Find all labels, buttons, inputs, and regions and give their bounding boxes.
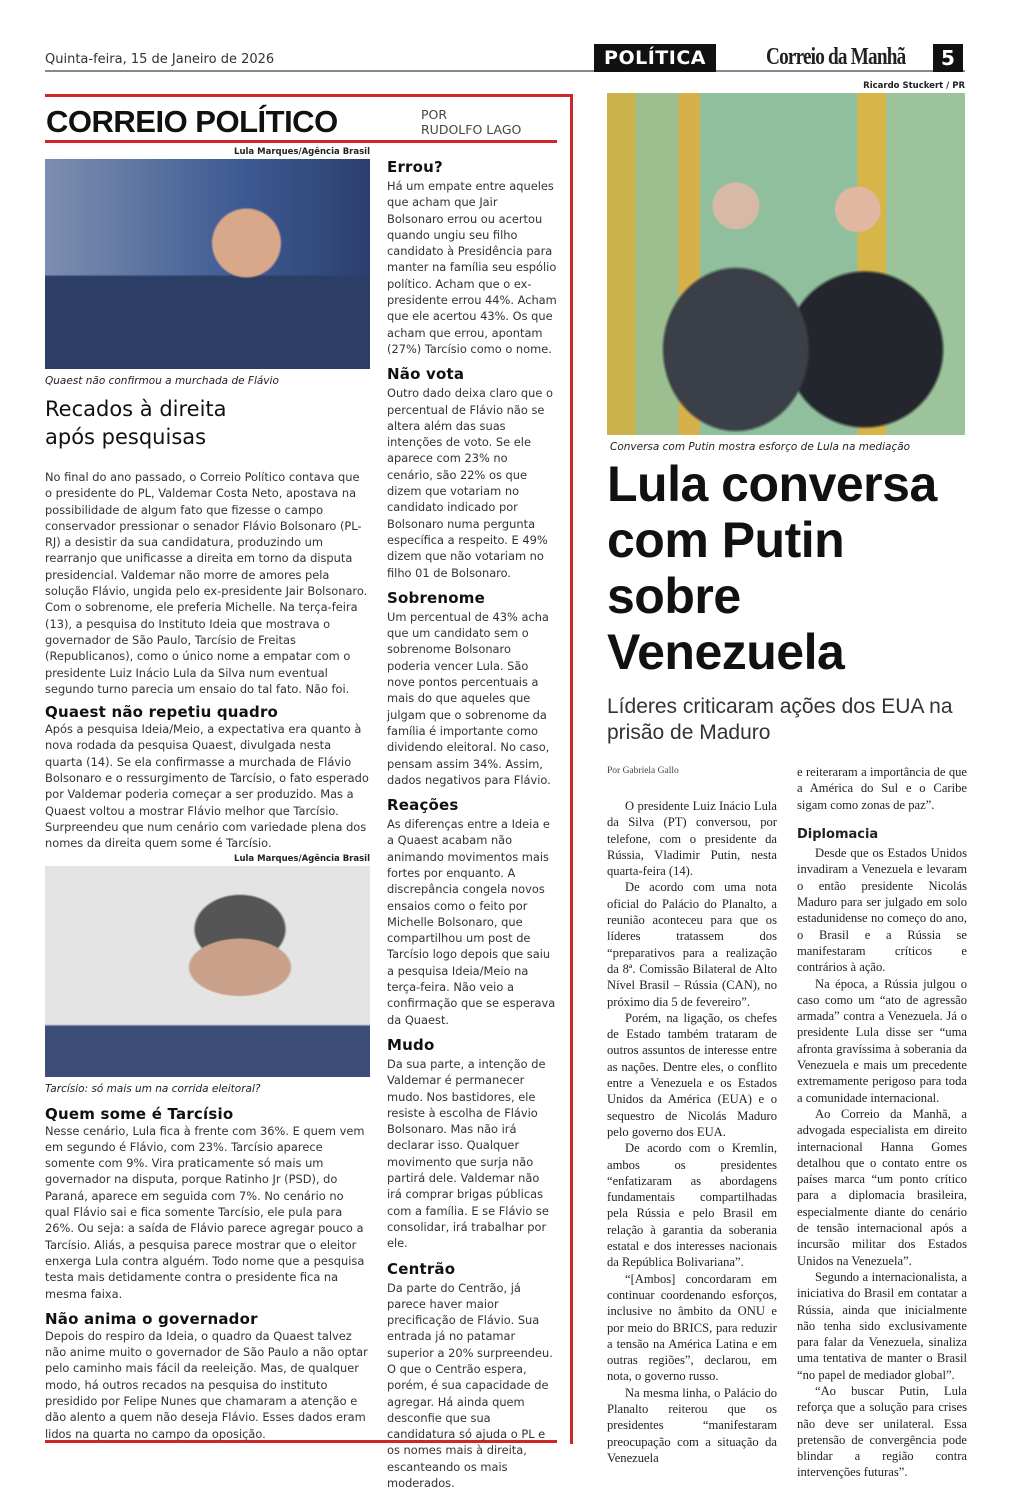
paragraph: Na época, a Rússia julgou o caso como um “ato de agressão armada” contra a Venezuela. Já o presidente Lula disse ser “uma afronta gravíssima à soberania da Venezuela e mais um precedente extremamente perigoso para toda a comunidade internacional.: [797, 976, 967, 1105]
article-column-1: [607, 764, 777, 1481]
note-title: Mudo: [387, 1035, 435, 1054]
paragraph: Nesse cenário, Lula fica à frente com 36%. E quem vem em segundo é Flávio, com 23%. Tarcísio aparece somente com 9%. Vira praticamente só mais um governador na disputa, porque Ratinho Jr (PSD), do Paraná, aparece em seguida com 7%. No cenário no qual Flávio sai e fica somente Tarcísio, ele pula para 26%. Ou seja: a saída de Flávio parece agregar pouco a Tarcísio. Aliás, a pesquisa parece mostrar que o eleitor enxerga Lula contra alguém. Todo nome que a pesquisa testa mais detidamente contra o presidente fica na mesma faixa.: [45, 1123, 365, 1301]
article-body: [607, 764, 967, 1481]
note-text: Outro dado deixa claro que o percentual de Flávio não se altera além das suas intenções de voto. Se ele aparece com 23% no cenário, são 22% os que dizem que votariam no candidato indicado por Bolsonaro numa pergunta específica a respeito. E 49% dizem que não votariam no filho 01 de Bolsonaro.: [387, 386, 553, 580]
author-prefix: POR: [421, 107, 448, 122]
article-subhead: Líderes criticaram ações dos EUA na prisão de Maduro: [607, 695, 953, 744]
byline: Por Gabriela Gallo: [607, 766, 679, 776]
article-headline: Lula conversa com Putin sobre Venezuela: [607, 456, 937, 680]
paragraph: “Ao buscar Putin, Lula reforça que a solução para crises não deve ser unilateral. Essa pretensão de convergência pode blindar a região contra intervenções futuras”.: [797, 1383, 967, 1480]
column-border-right: [570, 94, 573, 1444]
article: [607, 456, 967, 1481]
paragraph: De acordo com uma nota oficial do Palácio do Planalto, a reunião aconteceu para que os líderes tratassem dos “preparativos para a realização da 8ª. Comissão Bilateral de Alto Nível Brasil – Rússia (CAN), no próximo dia 5 de fevereiro”.: [607, 880, 777, 1009]
newspaper-logo: Correio da Manhã: [766, 44, 906, 70]
note-text: As diferenças entre a Ideia e a Quaest acabam não animando movimentos mais fortes por enquanto. A discrepância congela novos ensaios como o feito por Michelle Bolsonaro, que compartilhou um post de Tarcísio logo depois que saiu a pesquisa Ideia/Meio na terça-feira. Não veio a confirmação que se esperava da Quaest.: [387, 817, 556, 1027]
note: [387, 365, 557, 581]
paragraph: Desde que os Estados Unidos invadiram a Venezuela e levaram o então presidente Nicolás Maduro para ser julgado em solo estadunidense no começo do ano, o Brasil e a Rússia se manifestaram críticos e contrários à ação.: [797, 846, 967, 975]
subheading: Não anima o governador: [45, 1309, 258, 1328]
column-title-underline: [45, 140, 557, 143]
note: [387, 589, 557, 788]
photo-caption: Tarcísio: só mais um na corrida eleitoral?: [45, 1082, 261, 1095]
article-subheading: Diplomacia: [797, 826, 879, 842]
page-number: 5: [933, 44, 963, 72]
column-title: CORREIO POLÍTICO: [46, 104, 338, 139]
photo-tarcisio: [45, 866, 370, 1077]
subheading: Quaest não repetiu quadro: [45, 703, 279, 722]
column-border-top: [45, 94, 572, 97]
paragraph: Segundo a internacionalista, a iniciativa do Brasil em contatar a Rússia, ainda que inicialmente não tenha sido exclusivamente para falar da Venezuela, sinaliza uma tentativa de manter o Brasil “no papel de mediador global”.: [797, 1269, 967, 1382]
section-label: POLÍTICA: [594, 44, 716, 72]
note: [387, 158, 557, 357]
article-column-2: [797, 764, 967, 1481]
note-title: Errou?: [387, 158, 443, 176]
note: [387, 1036, 557, 1252]
note-title: Sobrenome: [387, 588, 486, 607]
paragraph: De acordo com o Kremlin, ambos os presidentes “enfatizaram as abordagens fundamentais compartilhadas pela Rússia e pelo Brasil em relação à garantia da soberania estatal e dos interesses nacionais da República Bolivariana”.: [607, 1141, 777, 1270]
paragraph: O presidente Luiz Inácio Lula da Silva (PT) conversou, por telefone, com o presidente da Rússia, Vladimir Putin, nesta quarta-feira (14).: [607, 799, 777, 879]
column-author: [421, 107, 521, 137]
photo-caption: Quaest não confirmou a murchada de Flávio: [45, 375, 279, 387]
note-title: Centrão: [387, 1259, 456, 1278]
photo-caption: Conversa com Putin mostra esforço de Lula na mediação: [610, 441, 911, 453]
paragraph: Depois do respiro da Ideia, o quadro da Quaest talvez não anime muito o governador de São Paulo a não optar pelo caminho mais fácil da reeleição. Mas, de qualquer modo, há outros recados na pesquisa do instituto presidido por Felipe Nunes que chamaram a atenção e dão alento a quem não deseja Flávio. Esses dados eram lidos na quarta no campo da oposição.: [45, 1328, 368, 1441]
lead-paragraph: No final do ano passado, o Correio Político contava que o presidente do PL, Valdemar Costa Neto, apostava na possibilidade de algum fato que fizesse o campo conservador pressionar o senador Flávio Bolsonaro (PL-RJ) a desistir da sua candidatura, produzindo um rearranjo que unificasse a direita em torno da disputa presidencial. Valdemar não morre de amores pela solução Flávio, ungida pelo ex-presidente Jair Bolsonaro. Com o sobrenome, ele preferia Michelle. Na terça-feira (13), a pesquisa do Instituto Ideia que mostrava o governador de São Paulo, Tarcísio de Freitas (Republicanos), como o único nome a empatar com o presidente Luiz Inácio Lula da Silva num eventual segundo turno parecia um ensaio do tal fato. Não foi.: [45, 470, 368, 696]
paragraph: Porém, na ligação, os chefes de Estado também trataram de outros assuntos de interesse entre as nações. Dentre eles, o conflito entre a Venezuela e os Estados Unidos da América (EUA) e o sequestro de Nicolás Maduro pelo governo dos EUA.: [607, 1010, 777, 1139]
photo-credit: Lula Marques/Agência Brasil: [234, 147, 370, 157]
photo-credit: Lula Marques/Agência Brasil: [234, 853, 370, 864]
note-text: Da parte do Centrão, já parece haver maior precificação de Flávio. Sua entrada já no patamar superior a 20% surpreendeu. O que o Centrão espera, porém, é sua capacidade de agregar. Há ainda quem desconfie que sua candidatura só ajuda o PL e os nomes mais à direita, escanteando os mais moderados.: [387, 1280, 553, 1491]
note-text: Há um empate entre aqueles que acham que Jair Bolsonaro errou ou acertou quando ungiu seu filho candidato à Presidência para manter na família seu espólio político. Acham que o ex-presidente errou 44%. Acham que ele acertou 43%. Os que acham que errou, apontam (27%) Tarcísio como o nome.: [387, 179, 557, 356]
note-title: Não vota: [387, 365, 465, 384]
subheading: Quem some é Tarcísio: [45, 1104, 234, 1123]
note: [387, 1260, 557, 1491]
photo-flavio: [45, 159, 370, 369]
paragraph: Na mesma linha, o Palácio do Planalto reiterou que os presidentes “manifestaram preocupação com a situação da Venezuela: [607, 1385, 777, 1465]
note-title: Reações: [387, 796, 459, 815]
column-headline: Recados à direita após pesquisas: [45, 397, 227, 449]
photo-credit: Ricardo Stuckert / PR: [863, 81, 965, 91]
author-name: RUDOLFO LAGO: [421, 122, 522, 137]
photo-lula-putin: [607, 93, 965, 435]
note-text: Um percentual de 43% acha que um candidato sem o sobrenome Bolsonaro poderia vencer Lula. São nove pontos percentuais a mais do que aqueles que julgam que o sobrenome da família é importante como dividendo eleitoral. No caso, pensam assim 34%. Assim, dados negativos para Flávio.: [387, 609, 551, 787]
left-column: [45, 147, 370, 1442]
paragraph: “[Ambos] concordaram em continuar coordenando esforços, inclusive no âmbito da ONU e por meio do BRICS, para reduzir a tensão na América Latina e em outras regiões”, declarou, em nota, o governo russo.: [607, 1271, 777, 1384]
note: [387, 796, 557, 1028]
note-text: Da sua parte, a intenção de Valdemar é permanecer mudo. Nos bastidores, ele resiste à escolha de Flávio Bolsonaro. Mas não irá declarar isso. Qualquer movimento que surja não partirá dele. Valdemar não irá comprar brigas públicas com a família. E se Flávio se consolidar, irá trabalhar por ele.: [387, 1056, 549, 1251]
paragraph: Após a pesquisa Ideia/Meio, a expectativa era quanto à nova rodada da pesquisa Quaest, divulgada nesta quarta (14). Se ela confirmasse a murchada de Flávio Bolsonaro e o ressurgimento de Tarcísio, o fato esperado por Valdemar poderia começar a ser produzido. Mas a Quaest voltou a mostrar Flávio melhor que Tarcísio. Surpreendeu que num cenário com variedade plena dos nomes da direita quem some é Tarcísio.: [45, 722, 369, 851]
paragraph: e reiteraram a importância de que a América do Sul e o Caribe sigam como zonas de paz”.: [797, 765, 967, 812]
paragraph: Ao Correio da Manhã, a advogada especialista em direito internacional Hanna Gomes detalhou que o contato entre os países marca “um ponto crítico para a diplomacia brasileira, especialmente diante do cenário de tensão internacional após a incursão militar dos Estados Unidos na Venezuela”.: [797, 1106, 967, 1268]
issue-date: Quinta-feira, 15 de Janeiro de 2026: [45, 52, 275, 67]
notes-column: [387, 150, 557, 1491]
